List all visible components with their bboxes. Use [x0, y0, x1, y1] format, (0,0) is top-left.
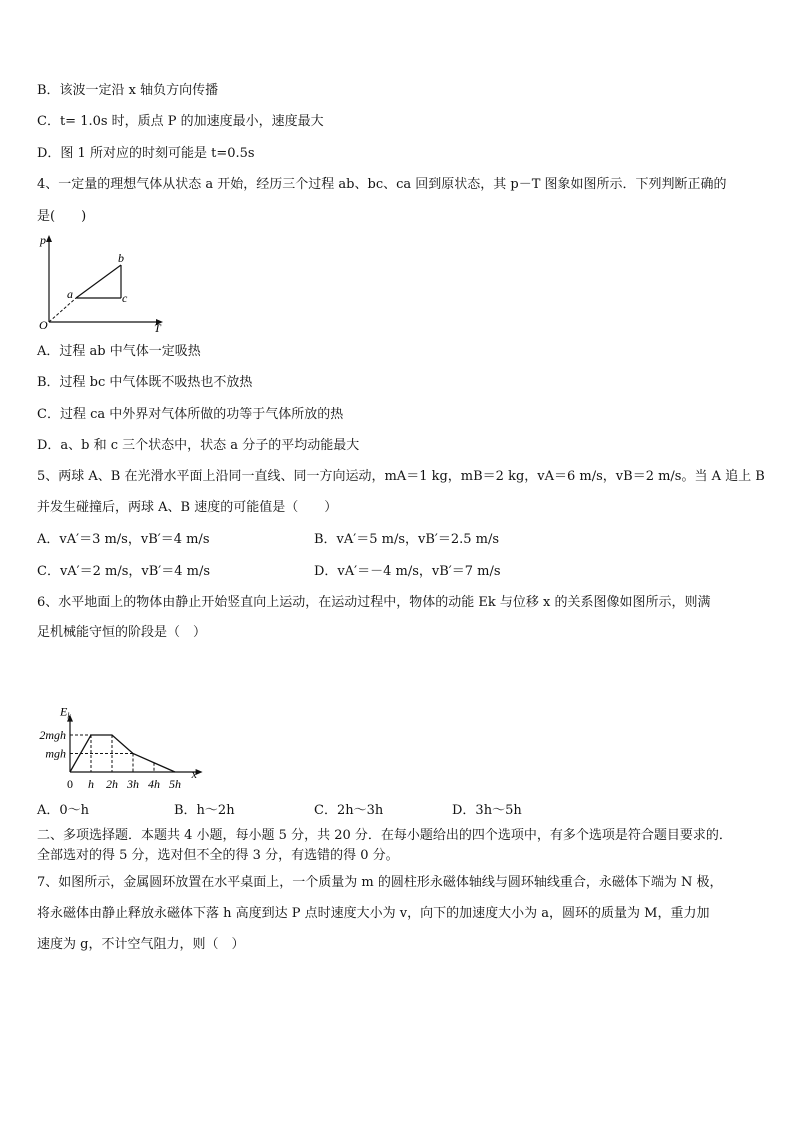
q4-stem-line1: 4、一定量的理想气体从状态 a 开始，经历三个过程 ab、bc、ca 回到原状态，其 p－T 图象如图所示．下列判断正确的: [37, 177, 727, 192]
q4-label-p: p: [40, 233, 46, 247]
section2-line2: 全部选对的得 5 分，选对但不全的得 3 分，有选错的得 0 分。: [37, 848, 399, 863]
q6-option-d: D．3h～5h: [452, 803, 522, 818]
x-tick-label: 2h: [106, 777, 118, 790]
x-tick-label: h: [88, 777, 94, 790]
q4-dashed-extension: [49, 298, 76, 322]
section2-line1: 二、多项选择题．本题共 4 小题，每小题 5 分，共 20 分．在每小题给出的四个选项中，有多个选项是符合题目要求的．: [37, 828, 732, 843]
x-tick-label: 4h: [148, 777, 160, 790]
q3-option-b: B．该波一定沿 x 轴负方向传播: [37, 83, 219, 98]
q5-stem-line2: 并发生碰撞后，两球 A、B 速度的可能值是（ ）: [37, 500, 338, 515]
q4-stem-line2: 是( ): [37, 209, 87, 224]
q3-option-d: D．图 1 所对应的时刻可能是 t=0.5s: [37, 146, 255, 161]
q4-option-d: D．a、b 和 c 三个状态中，状态 a 分子的平均动能最大: [37, 438, 360, 453]
q5-stem-line1: 5、两球 A、B 在光滑水平面上沿同一直线、同一方向运动，mA＝1 kg，mB＝2 kg，vA＝6 m/s，vB＝2 m/s。当 A 追上 B: [37, 469, 765, 484]
q6-ek-x-chart: [36, 650, 226, 790]
x-tick-label: 5h: [169, 777, 181, 790]
q6-stem-line1: 6、水平地面上的物体由静止开始竖直向上运动，在运动过程中，物体的动能 Ek 与位移 x 的关系图像如图所示，则满: [37, 595, 711, 610]
q5-option-d: D．vA′＝－4 m/s，vB′＝7 m/s: [314, 564, 501, 579]
y-tick-label: 2mgh: [39, 728, 66, 742]
x-axis-label: x: [191, 767, 197, 781]
q4-option-a: A．过程 ab 中气体一定吸热: [37, 344, 201, 359]
q6-option-c: C．2h～3h: [314, 803, 384, 818]
q6-stem-line2: 足机械能守恒的阶段是（ ）: [37, 625, 207, 640]
q5-option-b: B．vA′＝5 m/s，vB′＝2.5 m/s: [314, 532, 500, 547]
q4-option-b: B．过程 bc 中气体既不吸热也不放热: [37, 375, 253, 390]
q4-pt-graph: [36, 232, 176, 334]
q4-label-b: b: [118, 251, 124, 265]
x-tick-label: 0: [67, 777, 73, 790]
y-tick-label: mgh: [45, 746, 66, 761]
q5-option-c: C．vA′＝2 m/s，vB′＝4 m/s: [37, 564, 211, 579]
q4-label-c: c: [122, 291, 128, 305]
q4-label-origin: O: [39, 318, 48, 332]
q3-option-c: C．t= 1.0s 时，质点 P 的加速度最小，速度最大: [37, 114, 324, 129]
q7-line3: 速度为 g，不计空气阻力，则（ ）: [37, 937, 245, 952]
q4-y-arrow: [46, 235, 52, 242]
q4-line-ab: [76, 265, 121, 298]
q4-label-a: a: [67, 287, 73, 301]
q4-option-c: C．过程 ca 中外界对气体所做的功等于气体所放的热: [37, 407, 344, 422]
q7-line1: 7、如图所示，金属圆环放置在水平桌面上，一个质量为 m 的圆柱形永磁体轴线与圆环轴线重合，永磁体下端为 N 极，: [37, 875, 723, 890]
x-tick-label: 3h: [127, 777, 139, 790]
q7-line2: 将永磁体由静止释放永磁体下落 h 高度到达 P 点时速度大小为 v，向下的加速度大小为 a，圆环的质量为 M，重力加: [37, 906, 710, 921]
y-axis-label: $E_k$: [60, 704, 71, 721]
q6-option-a: A．0～h: [37, 803, 90, 818]
q6-option-b: B．h～2h: [174, 803, 235, 818]
q4-label-t: T: [154, 321, 161, 334]
q5-option-a: A．vA′＝3 m/s，vB′＝4 m/s: [37, 532, 210, 547]
